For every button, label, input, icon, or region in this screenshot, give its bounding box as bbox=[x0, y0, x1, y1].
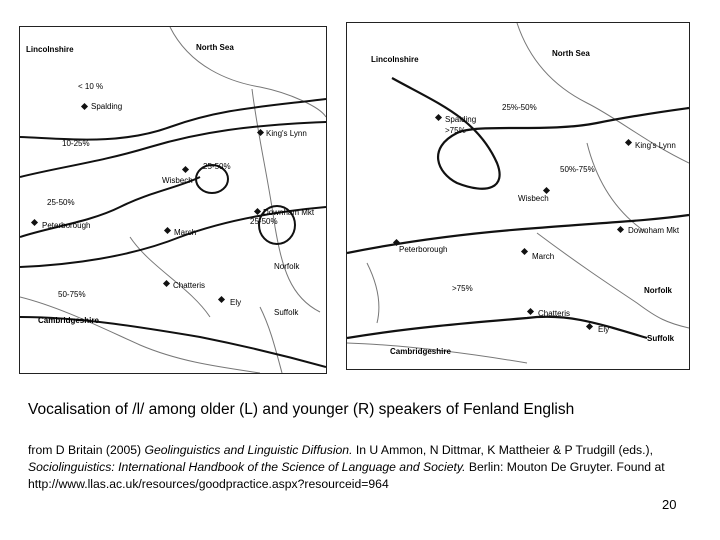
cambridgeshire-label: Cambridgeshire bbox=[38, 316, 99, 325]
citation-text-1: from D Britain (2005) bbox=[28, 443, 145, 457]
zone-lt10-label: < 10 % bbox=[78, 82, 104, 91]
r-march-label: March bbox=[532, 252, 555, 261]
citation-title-2: Sociolinguistics: International Handbook of the Science of Language and Society. bbox=[28, 460, 466, 474]
r-downham-label: Downham Mkt bbox=[628, 226, 680, 235]
r-peterborough-label: Peterborough bbox=[399, 245, 448, 254]
r-zone-gt75-south-label: >75% bbox=[452, 284, 473, 293]
ely-label: Ely bbox=[230, 298, 242, 307]
r-zone-50-75-label: 50%-75% bbox=[560, 165, 595, 174]
lincolnshire-label: Lincolnshire bbox=[26, 45, 74, 54]
peterborough-label: Peterborough bbox=[42, 221, 91, 230]
wisbech-label: Wisbech bbox=[162, 176, 193, 185]
march-label: March bbox=[174, 228, 197, 237]
r-ely-label: Ely bbox=[598, 325, 610, 334]
zone-25-50-wisbech-label: 25-50% bbox=[203, 162, 231, 171]
r-suffolk-label: Suffolk bbox=[647, 334, 675, 343]
r-kings-lynn-label: King's Lynn bbox=[635, 141, 676, 150]
r-norfolk-label: Norfolk bbox=[644, 286, 672, 295]
r-spalding-label: Spalding bbox=[445, 115, 477, 124]
suffolk-label: Suffolk bbox=[274, 308, 299, 317]
zone-25-50-west-label: 25-50% bbox=[47, 198, 75, 207]
zone-50-75-label: 50-75% bbox=[58, 290, 86, 299]
zone-10-25-label: 10-25% bbox=[62, 139, 90, 148]
source-citation bbox=[28, 442, 688, 493]
kings-lynn-label: King's Lynn bbox=[266, 129, 307, 138]
right-map bbox=[346, 22, 690, 370]
north-sea-label: North Sea bbox=[196, 43, 234, 52]
r-chatteris-label: Chatteris bbox=[538, 309, 571, 318]
r-cambridgeshire-label: Cambridgeshire bbox=[390, 347, 451, 356]
r-wisbech-label: Wisbech bbox=[518, 194, 549, 203]
downham-label: Downham Mkt bbox=[263, 208, 315, 217]
norfolk-label: Norfolk bbox=[274, 262, 300, 271]
page-number: 20 bbox=[662, 497, 677, 512]
chatteris-label: Chatteris bbox=[173, 281, 206, 290]
citation-title-1: Geolinguistics and Linguistic Diffusion. bbox=[144, 443, 353, 457]
left-map bbox=[19, 26, 327, 374]
r-zone-25-50-label: 25%-50% bbox=[502, 103, 537, 112]
citation-text-3: Berlin: Mouton De Gruyter. Found at http://www.llas.ac.uk/resources/goodpractice.aspx?resourceid=964 bbox=[28, 460, 665, 491]
zone-25-50-downham-label: 25-50% bbox=[250, 217, 278, 226]
r-zone-gt75-top-label: >75% bbox=[445, 126, 466, 135]
figure-caption: Vocalisation of /l/ among older (L) and younger (R) speakers of Fenland English bbox=[28, 401, 575, 418]
spalding-label: Spalding bbox=[91, 102, 123, 111]
r-lincolnshire-label: Lincolnshire bbox=[371, 55, 419, 64]
r-north-sea-label: North Sea bbox=[552, 49, 590, 58]
citation-text-2: In U Ammon, N Dittmar, K Mattheier & P Trudgill (eds.), bbox=[352, 443, 653, 457]
